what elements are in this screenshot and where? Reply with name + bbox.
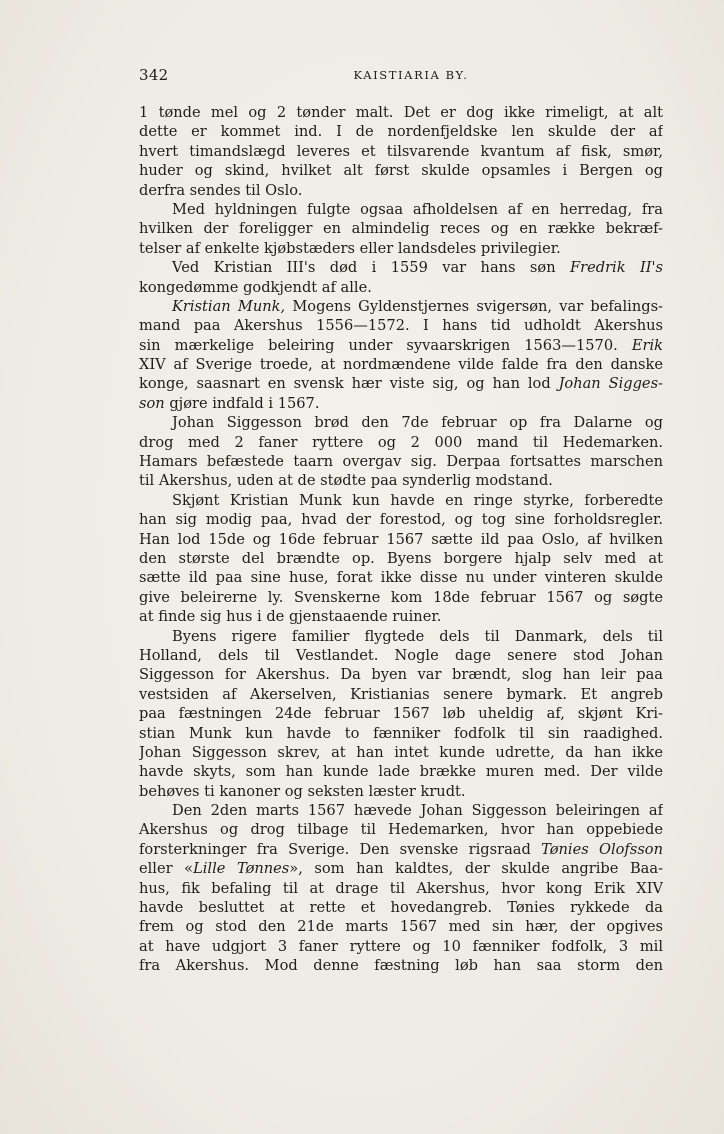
- text-line: [139, 452, 663, 471]
- text-segment: derfra sendes til Oslo.: [139, 181, 303, 199]
- text-segment: mand paa Akershus 1556—1572. I hans tid udholdt Akershus: [139, 317, 663, 335]
- text-segment: kongedømme godkjendt af alle.: [139, 278, 372, 296]
- text-line: [139, 181, 663, 200]
- text-line: [139, 607, 663, 626]
- text-line: [139, 665, 663, 684]
- running-head: [139, 66, 663, 88]
- text-line: [139, 704, 663, 723]
- text-segment: havde besluttet at rette et hovedangreb. Tønies rykkede da: [139, 899, 663, 917]
- page-number: 342: [139, 66, 169, 84]
- body-text: [139, 103, 663, 976]
- text-segment: Johan Siggesson brød den 7de februar op fra Dalarne og: [172, 414, 663, 432]
- text-segment: havde skyts, som han kunde lade brække muren med. Der vilde: [139, 763, 663, 781]
- text-segment: vestsiden af Akerselven, Kristianias senere bymark. Et angreb: [139, 685, 663, 703]
- text-line: [139, 219, 663, 238]
- text-segment: 1 tønde mel og 2 tønder malt. Det er dog ikke rimeligt, at alt: [139, 104, 663, 121]
- text-segment: huder og skind, hvilket alt først skulde opsamles i Bergen og: [139, 162, 663, 180]
- text-line: [139, 239, 663, 258]
- text-line: [139, 374, 663, 393]
- italic-text: Kristian Munk,: [172, 297, 286, 315]
- text-line: [139, 743, 663, 762]
- text-segment: Hamars befæstede taarn overgav sig. Derpaa fortsattes marschen: [139, 453, 663, 471]
- text-line: [139, 646, 663, 665]
- text-segment: hvilken der foreligger en almindelig reces og en række bekræf-: [139, 220, 663, 238]
- italic-text: son: [139, 394, 165, 412]
- text-segment: hus, fik befaling til at drage til Akershus, hvor kong Erik XIV: [139, 879, 663, 897]
- text-segment: fra Akershus. Mod denne fæstning løb han saa storm den: [139, 957, 663, 975]
- text-segment: at finde sig hus i de gjenstaaende ruiner.: [139, 608, 442, 626]
- text-line: [139, 568, 663, 587]
- text-segment: drog med 2 faner ryttere og 2 000 mand til Hedemarken.: [139, 433, 663, 451]
- text-line: [139, 200, 663, 219]
- text-segment: forsterkninger fra Sverige. Den svenske rigsraad: [139, 840, 542, 858]
- text-line: [139, 161, 663, 180]
- text-line: [139, 820, 663, 839]
- text-segment: Med hyldningen fulgte ogsaa afholdelsen af en herredag, fra: [172, 200, 663, 218]
- text-line: [139, 142, 663, 161]
- running-title: KAISTIARIA BY.: [353, 68, 469, 82]
- text-segment: XIV af Sverige troede, at nordmændene vilde falde fra den danske: [139, 356, 663, 374]
- text-line: [139, 588, 663, 607]
- text-line: [139, 549, 663, 568]
- text-segment: Holland, dels til Vestlandet. Nogle dage senere stod Johan: [139, 646, 663, 664]
- text-line: [139, 316, 663, 335]
- text-segment: Ved Kristian III's død i 1559 var hans søn: [172, 259, 570, 277]
- text-segment: at have udgjort 3 faner ryttere og 10 fænniker fodfolk, 3 mil: [139, 937, 663, 955]
- text-segment: behøves ti kanoner og seksten læster krudt.: [139, 782, 466, 800]
- text-line: [139, 413, 663, 432]
- text-line: [139, 278, 663, 297]
- text-segment: gjøre indfald i 1567.: [164, 394, 320, 412]
- text-line: [139, 762, 663, 781]
- text-line: [139, 859, 663, 878]
- text-segment: paa fæstningen 24de februar 1567 løb uheldig af, skjønt Kri-: [139, 705, 663, 723]
- italic-text: Tønies Olofsson: [541, 840, 663, 858]
- italic-text: Fredrik II's: [570, 259, 663, 277]
- text-segment: », som han kaldtes, der skulde angribe Baa-: [289, 860, 663, 878]
- text-segment: Mogens Gyldenstjernes svigersøn, var befalings-: [285, 297, 663, 315]
- text-line: [139, 917, 663, 936]
- text-line: [139, 530, 663, 549]
- text-line: [139, 258, 663, 277]
- text-line: [139, 122, 663, 141]
- text-line: [139, 898, 663, 917]
- text-segment: Skjønt Kristian Munk kun havde en ringe styrke, forberedte: [172, 491, 663, 509]
- text-line: [139, 627, 663, 646]
- text-segment: den største del brændte op. Byens borgere hjalp selv med at: [139, 549, 663, 567]
- text-line: [139, 355, 663, 374]
- text-segment: Den 2den marts 1567 hævede Johan Siggesson beleiringen af: [172, 802, 663, 820]
- text-line: [139, 840, 663, 859]
- text-segment: stian Munk kun havde to fænniker fodfolk til sin raadighed.: [139, 724, 663, 742]
- text-line: [139, 685, 663, 704]
- text-line: [139, 336, 663, 355]
- text-line: [139, 782, 663, 801]
- text-segment: Johan Siggesson skrev, at han intet kunde udrette, da han ikke: [139, 743, 663, 761]
- text-segment: han sig modig paa, hvad der forestod, og tog sine forholdsregler.: [139, 511, 663, 529]
- text-line: [139, 491, 663, 510]
- text-line: [139, 433, 663, 452]
- text-segment: eller «: [139, 860, 194, 878]
- text-segment: Han lod 15de og 16de februar 1567 sætte ild paa Oslo, af hvilken: [139, 530, 663, 548]
- text-line: [139, 103, 663, 122]
- text-segment: Byens rigere familier flygtede dels til Danmark, dels til: [172, 627, 663, 645]
- text-line: [139, 510, 663, 529]
- text-line: [139, 394, 663, 413]
- text-segment: Siggesson for Akershus. Da byen var brændt, slog han leir paa: [139, 666, 663, 684]
- text-segment: telser af enkelte kjøbstæders eller landsdeles privilegier.: [139, 239, 561, 257]
- text-segment: hvert timandslægd leveres et tilsvarende kvantum af fisk, smør,: [139, 142, 663, 160]
- text-segment: give beleirerne ly. Svenskerne kom 18de februar 1567 og søgte: [139, 588, 663, 606]
- text-line: [139, 879, 663, 898]
- italic-text: Erik: [631, 336, 663, 354]
- italic-text: Lille Tønnes: [193, 860, 290, 878]
- italic-text: Johan Sigges-: [558, 375, 663, 393]
- text-line: [139, 956, 663, 975]
- text-segment: dette er kommet ind. I de nordenfjeldske len skulde der af: [139, 123, 663, 141]
- text-line: [139, 724, 663, 743]
- text-segment: til Akershus, uden at de stødte paa synderlig modstand.: [139, 472, 553, 490]
- text-segment: Akershus og drog tilbage til Hedemarken, hvor han oppebiede: [139, 821, 663, 839]
- text-line: [139, 937, 663, 956]
- text-segment: sætte ild paa sine huse, forat ikke disse nu under vinteren skulde: [139, 569, 663, 587]
- text-segment: konge, saasnart en svensk hær viste sig, og han lod: [139, 375, 559, 393]
- text-line: [139, 297, 663, 316]
- text-segment: sin mærkelige beleiring under syvaarskrigen 1563—1570.: [139, 336, 632, 354]
- text-segment: frem og stod den 21de marts 1567 med sin hær, der opgives: [139, 918, 663, 936]
- text-line: [139, 471, 663, 490]
- text-line: [139, 801, 663, 820]
